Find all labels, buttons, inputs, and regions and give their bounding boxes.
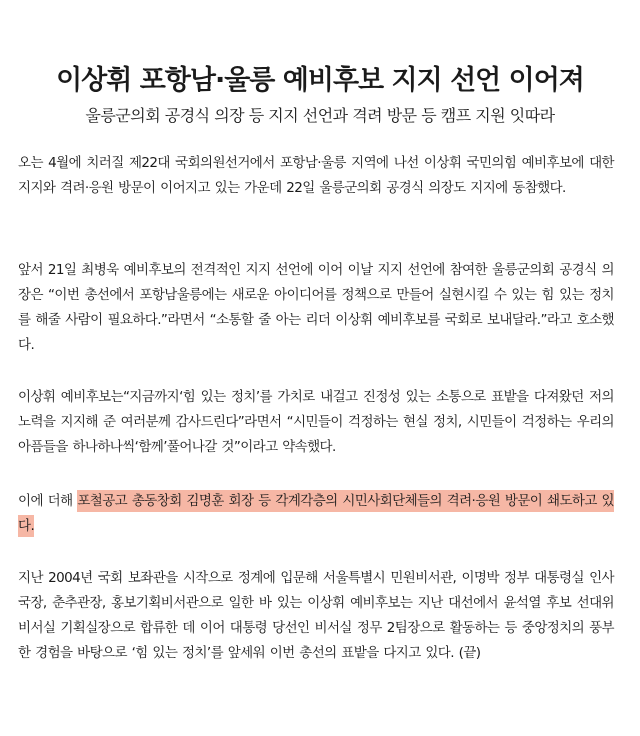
article-subtitle: 울릉군의회 공경식 의장 등 지지 선언과 격려 방문 등 캠프 지원 잇따라 xyxy=(85,106,555,125)
paragraph-5: 지난 2004년 국회 보좌관을 시작으로 정계에 입문해 서울특별시 민원비서관, 이명박 정부 대통령실 인사국장, 춘추관장, 홍보기획비서관으로 일한 바 있는 이상휘 예비후보는 지난 대선에서 윤석열 후보 선대위 비서실 기획실장으로 합류한 데 이어 대통령 당선인 비서실 정무 2팀장으로 활동하는 등 중앙정치의 풍부한 경험을 바탕으로 ‘힘 있는 정치’를 앞세워 이번 총선의 표밭을 다지고 있다. (끝) xyxy=(18,570,614,661)
paragraph-1: 오는 4월에 치러질 제22대 국회의원선거에서 포항남·울릉 지역에 나선 이상휘 국민의힘 예비후보에 대한 지지와 격려·응원 방문이 이어지고 있는 가운데 22일 울릉군의회 공경식 의장도 지지에 동참했다. xyxy=(18,155,614,196)
paragraph-2: 앞서 21일 최병욱 예비후보의 전격적인 지지 선언에 이어 이날 지지 선언에 참여한 울릉군의회 공경식 의장은 “이번 총선에서 포항남울릉에는 새로운 아이디어를 정책으로 만들어 실현시킬 수 있는 힘 있는 정치를 해줄 사람이 필요하다.”라면서 “소통할 줄 아는 리더 이상휘 예비후보를 국회로 보내달라.”라고 호소했다. xyxy=(18,262,614,353)
paragraph-4 xyxy=(18,489,614,539)
paragraph-3: 이상휘 예비후보는“지금까지‘힘 있는 정치’를 가치로 내걸고 진정성 있는 소통으로 표밭을 다져왔던 저의 노력을 지지해 준 여러분께 감사드린다”라면서 “시민들이 걱정하는 현실 정치, 시민들이 걱정하는 우리의 아픔들을 하나하나씩‘함께’풀어나갈 것”이라고 약속했다. xyxy=(18,389,614,455)
article-title: 이상휘 포항남·울릉 예비후보 지지 선언 이어져 xyxy=(56,65,584,96)
paragraph-4-lead: 이에 더해 xyxy=(18,493,78,509)
highlighted-text: 포철공고 총동창회 김명훈 회장 등 각계각층의 시민사회단체들의 격려·응원 방문이 쇄도하고 있다. xyxy=(18,490,614,537)
